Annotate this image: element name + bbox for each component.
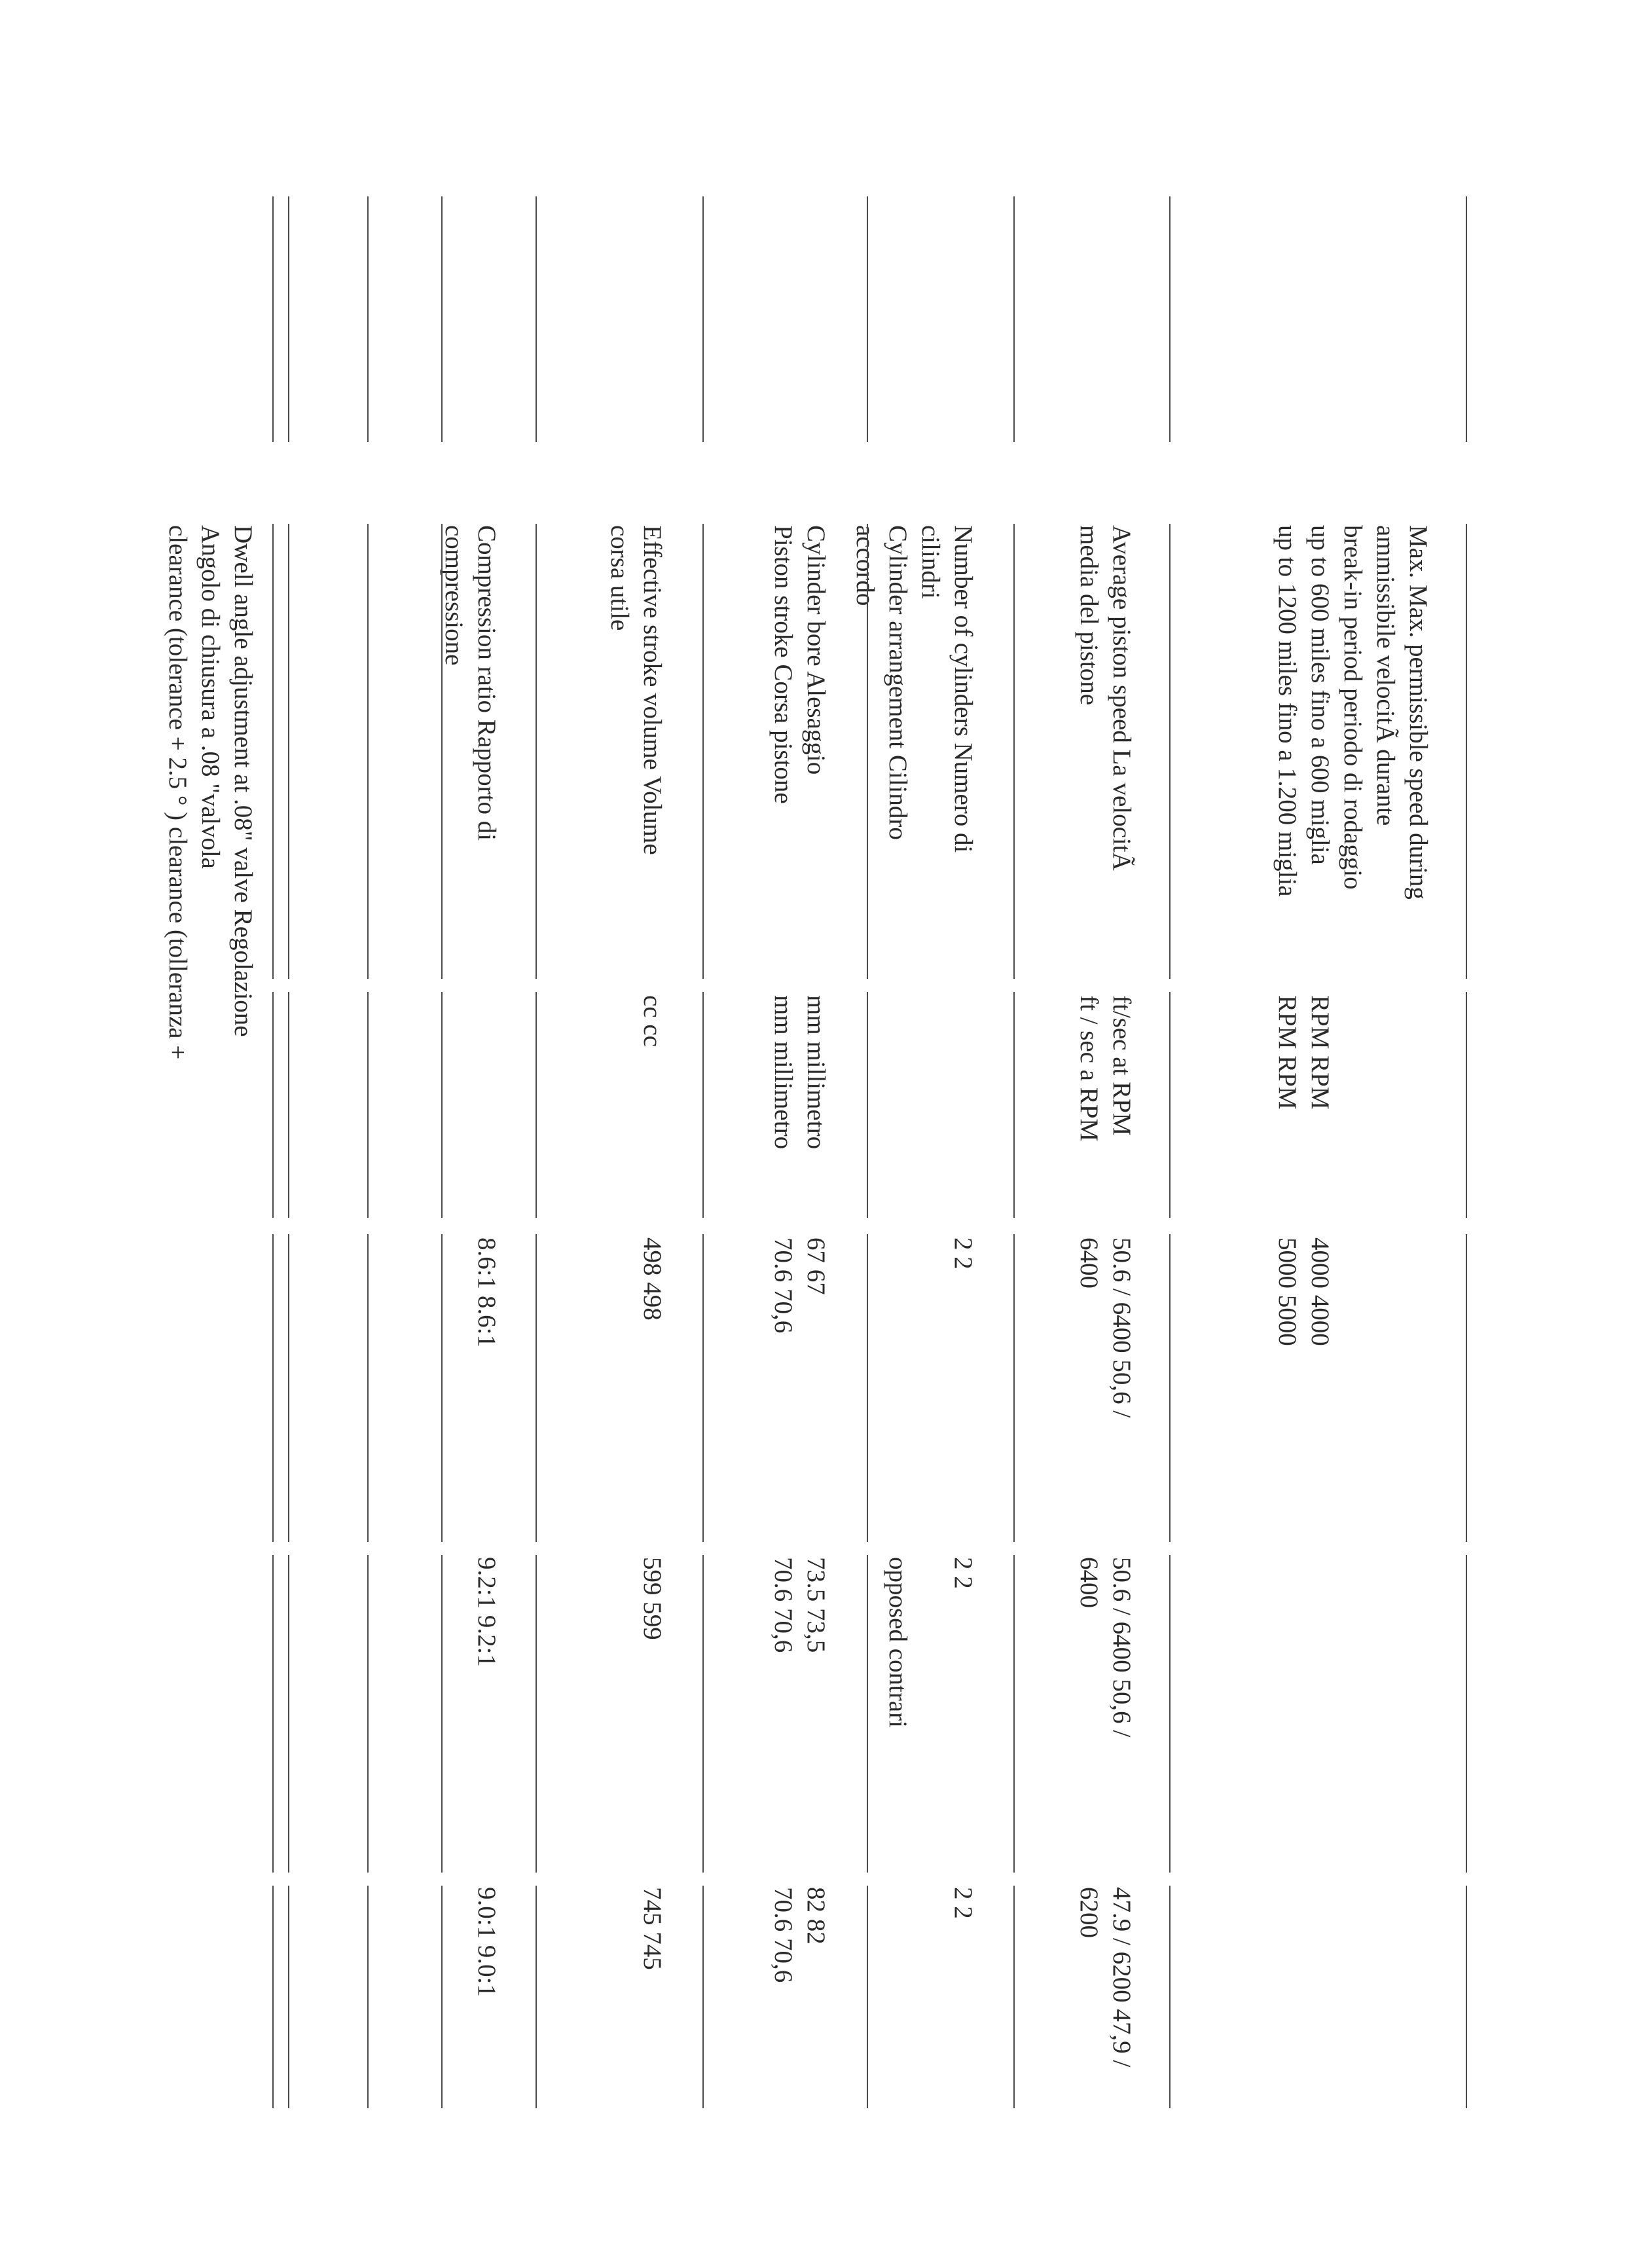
row-label: Cylinder arrangement Cilindro [884, 525, 912, 840]
row-label: Number of cylinders Numero di [949, 525, 977, 853]
row-unit: RPM RPM [1306, 995, 1334, 1110]
row-label: Angolo di chiusura a .08 "valvola [196, 525, 225, 869]
table-rule [1466, 1234, 1467, 1542]
value-col-3: 70.6 70,6 [769, 1887, 797, 1983]
table-rule [441, 992, 443, 1218]
table-rule [367, 524, 369, 979]
table-rule [1013, 196, 1015, 442]
table-rule [867, 1234, 868, 1542]
table-rule [288, 524, 289, 979]
table-rule [1466, 196, 1467, 442]
table-rule [1169, 992, 1171, 1218]
value-col-3: 6200 [1075, 1887, 1103, 1938]
table-rule [536, 524, 537, 979]
row-unit: RPM RPM [1273, 995, 1301, 1110]
row-label: accordo [851, 525, 879, 606]
value-col-1: 70.6 70,6 [769, 1237, 797, 1334]
row-unit: ft/sec at RPM [1108, 995, 1136, 1136]
row-label: Effective stroke volume Volume [638, 525, 666, 855]
value-col-2: 50.6 / 6400 50,6 / [1108, 1557, 1136, 1738]
row-label: Cylinder bore Alesaggio [802, 525, 830, 775]
row-label: up to 600 miles fino a 600 miglia [1306, 525, 1334, 865]
table-rule [1169, 1234, 1171, 1542]
value-col-2: 70.6 70,6 [769, 1557, 797, 1653]
value-col-1: 6400 [1075, 1237, 1103, 1289]
table-rule [702, 992, 704, 1218]
value-col-1: 2 2 [949, 1237, 977, 1270]
row-label: Max. Max. permissible speed during [1404, 525, 1432, 900]
table-rule [272, 196, 274, 442]
value-col-2: 2 2 [949, 1557, 977, 1589]
table-rule [272, 1555, 274, 1873]
table-rule [702, 524, 704, 979]
table-rule [536, 1555, 537, 1873]
table-rule [441, 1555, 443, 1873]
row-unit: cc cc [638, 995, 666, 1047]
table-rule [1013, 1886, 1015, 2108]
table-rule [1169, 196, 1171, 442]
value-col-1: 67 67 [802, 1237, 830, 1295]
value-col-2: 73.5 73,5 [802, 1557, 830, 1653]
value-col-2: 599 599 [638, 1557, 666, 1640]
table-rule [441, 196, 443, 442]
table-rule [288, 1886, 289, 2108]
row-unit: ft / sec a RPM [1075, 995, 1103, 1142]
table-rule [441, 524, 443, 979]
table-rule [1013, 992, 1015, 1218]
value-col-3: 2 2 [949, 1887, 977, 1919]
row-label: Dwell angle adjustment at .08" valve Regolazione [229, 525, 257, 1037]
table-rule [1466, 524, 1467, 979]
value-col-1: 50.6 / 6400 50,6 / [1108, 1237, 1136, 1418]
table-rule [1169, 524, 1171, 979]
table-rule [867, 524, 868, 979]
table-rule [702, 1234, 704, 1542]
table-rule [702, 196, 704, 442]
table-rule [288, 1555, 289, 1873]
table-rule [1169, 1886, 1171, 2108]
table-rule [1169, 1555, 1171, 1873]
table-rule [367, 1234, 369, 1542]
row-unit: mm millimetro [802, 995, 830, 1150]
row-unit: mm millimetro [769, 995, 797, 1150]
table-rule [272, 1234, 274, 1542]
value-col-3: 745 745 [638, 1887, 666, 1970]
table-rule [272, 1886, 274, 2108]
table-rule [1466, 1886, 1467, 2108]
table-rule [536, 1886, 537, 2108]
table-rule [702, 1886, 704, 2108]
table-rule [1466, 992, 1467, 1218]
table-rule [1013, 524, 1015, 979]
table-rule [867, 196, 868, 442]
table-rule [1013, 1555, 1015, 1873]
value-col-1: 5000 5000 [1273, 1237, 1301, 1346]
table-rule [867, 992, 868, 1218]
row-label: Piston stroke Corsa pistone [769, 525, 797, 804]
table-rule [1013, 1234, 1015, 1542]
row-label: break-in period periodo di rodaggio [1339, 525, 1367, 890]
table-rule [288, 992, 289, 1218]
value-col-2: 6400 [1075, 1557, 1103, 1608]
row-label: cilindri [917, 525, 945, 599]
row-label: corsa utile [606, 525, 634, 631]
table-rule [536, 1234, 537, 1542]
table-rule [288, 196, 289, 442]
table-rule [1466, 1555, 1467, 1873]
table-rule [367, 1886, 369, 2108]
table-rule [288, 1234, 289, 1542]
row-label: ammissibile velocitÃ durante [1371, 525, 1400, 826]
table-rule [536, 196, 537, 442]
row-label: Compression ratio Rapporto di [473, 525, 501, 841]
table-rule [272, 524, 274, 979]
value-col-2: opposed contrari [884, 1557, 912, 1728]
value-col-3: 47.9 / 6200 47,9 / [1108, 1887, 1136, 2068]
table-rule [272, 992, 274, 1218]
value-col-3: 9.0:1 9.0:1 [473, 1887, 501, 1997]
value-col-1: 498 498 [638, 1237, 666, 1321]
table-rule [536, 992, 537, 1218]
table-rule [867, 1886, 868, 2108]
value-col-1: 8.6:1 8.6:1 [473, 1237, 501, 1347]
table-rule [367, 992, 369, 1218]
table-rule [867, 1555, 868, 1873]
table-rule [441, 1886, 443, 2108]
value-col-3: 82 82 [802, 1887, 830, 1945]
row-label: clearance (tolerance + 2.5 ° ) clearance (tolleranza + [164, 525, 192, 1060]
table-rule [367, 1555, 369, 1873]
table-rule [702, 1555, 704, 1873]
table-rule [441, 1234, 443, 1542]
row-label: media del pistone [1075, 525, 1103, 706]
value-col-1: 4000 4000 [1306, 1237, 1334, 1346]
row-label: compressione [440, 525, 468, 666]
table-rule [367, 196, 369, 442]
row-label: Average piston speed La velocitÃ [1108, 525, 1136, 871]
row-label: up to 1200 miles fino a 1.200 miglia [1273, 525, 1301, 897]
value-col-2: 9.2:1 9.2:1 [473, 1557, 501, 1667]
